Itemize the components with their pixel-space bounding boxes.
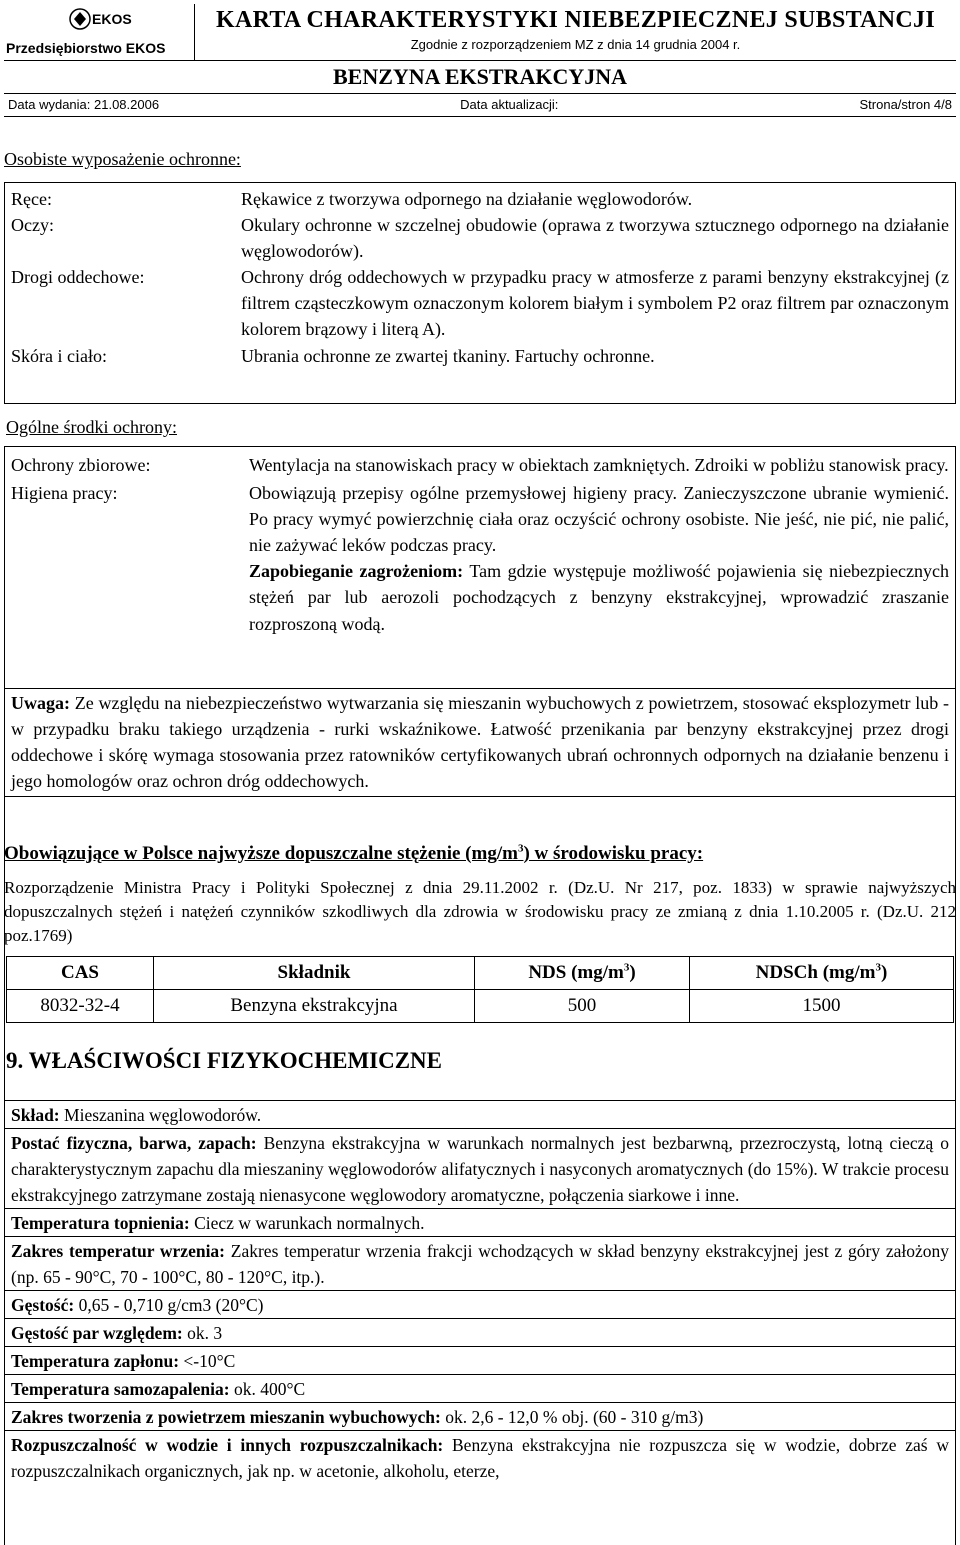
cell-cas: 8032-32-4 <box>7 990 154 1023</box>
prop-label: Temperatura topnienia: <box>11 1213 190 1233</box>
ppe-row <box>5 212 955 264</box>
prop-row <box>5 1101 955 1129</box>
prevention-label: Zapobieganie zagrożeniom: <box>249 561 464 582</box>
page-number: Strona/stron 4/8 <box>859 97 952 112</box>
col-ndsch-text: NDSCh (mg/m <box>755 962 876 984</box>
company-name: Przedsiębiorstwo EKOS <box>6 39 166 56</box>
collective-label: Ochrony zbiorowe: <box>11 455 151 475</box>
prop-label: Skład: <box>11 1105 60 1125</box>
prop-row <box>5 1319 955 1347</box>
nds-table <box>6 956 958 1023</box>
ppe-label: Drogi oddechowe: <box>11 267 145 288</box>
prop-label: Gęstość par względem: <box>11 1323 183 1343</box>
cell-component: Benzyna ekstrakcyjna <box>154 990 475 1023</box>
prop-label: Temperatura samozapalenia: <box>11 1379 230 1399</box>
ppe-value: Okulary ochronne w szczelnej obudowie (oprawa z tworzywa sztucznego odpornego na działanie węglowodorów). <box>241 215 949 262</box>
col-nds-sup: 3 <box>623 961 630 974</box>
section9-props <box>4 1100 956 1545</box>
prop-label: Gęstość: <box>11 1295 75 1315</box>
prop-label: Zakres temperatur wrzenia: <box>11 1241 226 1261</box>
logo-block <box>4 4 195 60</box>
prop-label: Postać fizyczna, barwa, zapach: <box>11 1133 257 1153</box>
prop-row <box>5 1431 955 1484</box>
ppe-table <box>4 182 956 404</box>
prop-value: Zakres temperatur wrzenia frakcji wchodzących w skład benzyny ekstrakcyjnej jest z góry założony (np. 65 - 90°C, 70 - 100°C, 80 - 120°C, itp.). <box>11 1241 950 1287</box>
prop-value: ok. 3 <box>182 1323 223 1343</box>
collective-row <box>5 452 955 478</box>
prop-value: Benzyna ekstrakcyjna nie rozpuszcza się w wodzie, dobrze zaś w rozpuszczalnikach organicznych, jak np. w acetonie, alkoholu, eterze, <box>11 1435 949 1481</box>
prop-value: Ciecz w warunkach normalnych. <box>189 1213 425 1233</box>
general-heading: Ogólne środki ochrony: <box>6 417 177 437</box>
col-ndsch-sup: 3 <box>875 961 881 974</box>
prop-row <box>5 1403 955 1431</box>
ppe-label: Oczy: <box>11 215 54 236</box>
prop-row <box>5 1237 955 1291</box>
limits-heading-text-end: ) w środowisku pracy: <box>523 843 704 864</box>
collective-value: Wentylacja na stanowiskach pracy w obiektach zamkniętych. Zdroiki w pobliżu stanowisk pracy. <box>249 455 949 475</box>
col-ndsch-close: ) <box>880 962 888 984</box>
prevention-value: Tam gdzie występuje możliwość pojawienia się niebezpiecznych stężeń par lub aerozoli pochodzących z benzyny ekstrakcyjnej, wprowadzić zraszanie rozproszoną wodą. <box>249 561 949 634</box>
prop-value: Benzyna ekstrakcyjna w warunkach normalnych jest bezbarwną, przezroczystą, lotną cieczą o charakterystycznym zapachu dla mieszaniny węglowodorów alifatycznych i nasyconych aromatycznych (do 15%). W trakcie procesu ekstrakcyjnego zatrzymane zostają nienasycone węglowodory aromatyczne, połączenia siarkowe i inne. <box>11 1133 949 1205</box>
ppe-row <box>5 186 955 212</box>
prop-label: Zakres tworzenia z powietrzem mieszanin wybuchowych: <box>11 1407 441 1427</box>
regulation-text: Rozporządzenie Ministra Pracy i Polityki Społecznej z dnia 29.11.2002 r. (Dz.U. Nr 217, poz. 1833) w sprawie najwyższych dopuszczalnych stężeń i natężeń czynników szkodliwych dla zdrowia w środowisku pracy ze zmianą z dnia 1.10.2005 r. (Dz.U. 212 poz.1769) <box>4 878 956 946</box>
note-label: Uwaga: <box>11 693 70 713</box>
ppe-label: Ręce: <box>11 189 52 209</box>
ppe-heading: Osobiste wyposażenie ochronne: <box>4 149 241 169</box>
hygiene-label: Higiena pracy: <box>11 483 118 504</box>
page-header <box>4 4 956 117</box>
col-ndsch <box>690 957 954 990</box>
prop-value: Mieszanina węglowodorów. <box>59 1105 262 1125</box>
ppe-value: Ubrania ochronne ze zwartej tkaniny. Fartuchy ochronne. <box>241 345 655 366</box>
prop-value: 0,65 - 0,710 g/cm3 (20°C) <box>74 1295 264 1315</box>
prop-label: Temperatura zapłonu: <box>11 1351 180 1371</box>
issue-date: Data wydania: 21.08.2006 <box>8 97 160 112</box>
document-title: KARTA CHARAKTERYSTYKI NIEBEZPIECZNEJ SUBSTANCJI <box>215 7 935 33</box>
update-date: Data aktualizacji: <box>460 97 559 112</box>
ekos-logo-icon <box>68 6 138 32</box>
limits-heading <box>4 840 956 868</box>
prop-row <box>5 1129 955 1209</box>
col-component: Składnik <box>154 957 475 990</box>
prop-value: ok. 2,6 - 12,0 % obj. (60 - 310 g/m3) <box>440 1407 704 1427</box>
prop-value: ok. 400°C <box>229 1379 306 1399</box>
prop-value: <-10°C <box>179 1351 236 1371</box>
limits-heading-text: Obowiązujące w Polsce najwyższe dopuszczalne stężenie (mg/m <box>4 843 518 864</box>
ppe-label: Skóra i ciało: <box>11 345 107 366</box>
prop-label: Rozpuszczalność w wodzie i innych rozpuszczalnikach: <box>11 1435 444 1455</box>
product-name: BENZYNA EKSTRAKCYJNA <box>4 61 956 94</box>
ppe-row <box>5 343 955 369</box>
hygiene-value: Obowiązują przepisy ogólne przemysłowej higieny pracy. Zanieczyszczone ubranie wymienić. Po pracy wymyć powierzchnię ciała oraz oczyścić ochrony osobiste. Nie jeść, nie pić, nie palić, nie zażywać leków podczas pracy. <box>249 483 949 556</box>
prop-row <box>5 1209 955 1237</box>
col-nds-close: ) <box>629 962 636 984</box>
hygiene-row <box>5 480 955 637</box>
col-nds <box>475 957 690 990</box>
prop-row <box>5 1347 955 1375</box>
ppe-value: Rękawice z tworzywa odpornego na działanie węglowodorów. <box>241 189 693 209</box>
cell-nds: 500 <box>475 990 690 1023</box>
prop-row <box>5 1291 955 1319</box>
logo-text: EKOS <box>92 11 132 27</box>
cell-ndsch: 1500 <box>690 990 954 1023</box>
section9-heading: 9. WŁAŚCIWOŚCI FIZYKOCHEMICZNE <box>6 1048 443 1073</box>
prop-row <box>5 1375 955 1403</box>
document-subtitle: Zgodnie z rozporządzeniem MZ z dnia 14 grudnia 2004 r. <box>410 37 741 52</box>
col-cas: CAS <box>7 957 154 990</box>
col-nds-text: NDS (mg/m <box>528 962 624 984</box>
limits-heading-sup: 3 <box>517 842 524 855</box>
ppe-value: Ochrony dróg oddechowych w przypadku pracy w atmosferze z parami benzyny ekstrakcyjnej (z filtrem cząsteczkowym oznaczonym kolorem białym i symbolem P2 oraz filtrem par oznaczonym kolorem brązowy i literą A). <box>241 267 949 340</box>
note-value: Ze względu na niebezpieczeństwo wytwarzania się mieszanin wybuchowych z powietrzem, stosować eksplozymetr lub - w przypadku braku takiego urządzenia - rurki wskaźnikowe. Łatwość przenikania par benzyny ekstrakcyjnej przez drogi oddechowe i skórę wymaga stosowania przez ratowników certyfikowanych ubrań ochronnych odpornych na działanie benzenu i jego homologów oraz ochron dróg oddechowych. <box>11 693 949 792</box>
ppe-row <box>5 264 955 342</box>
note-box <box>4 688 956 797</box>
